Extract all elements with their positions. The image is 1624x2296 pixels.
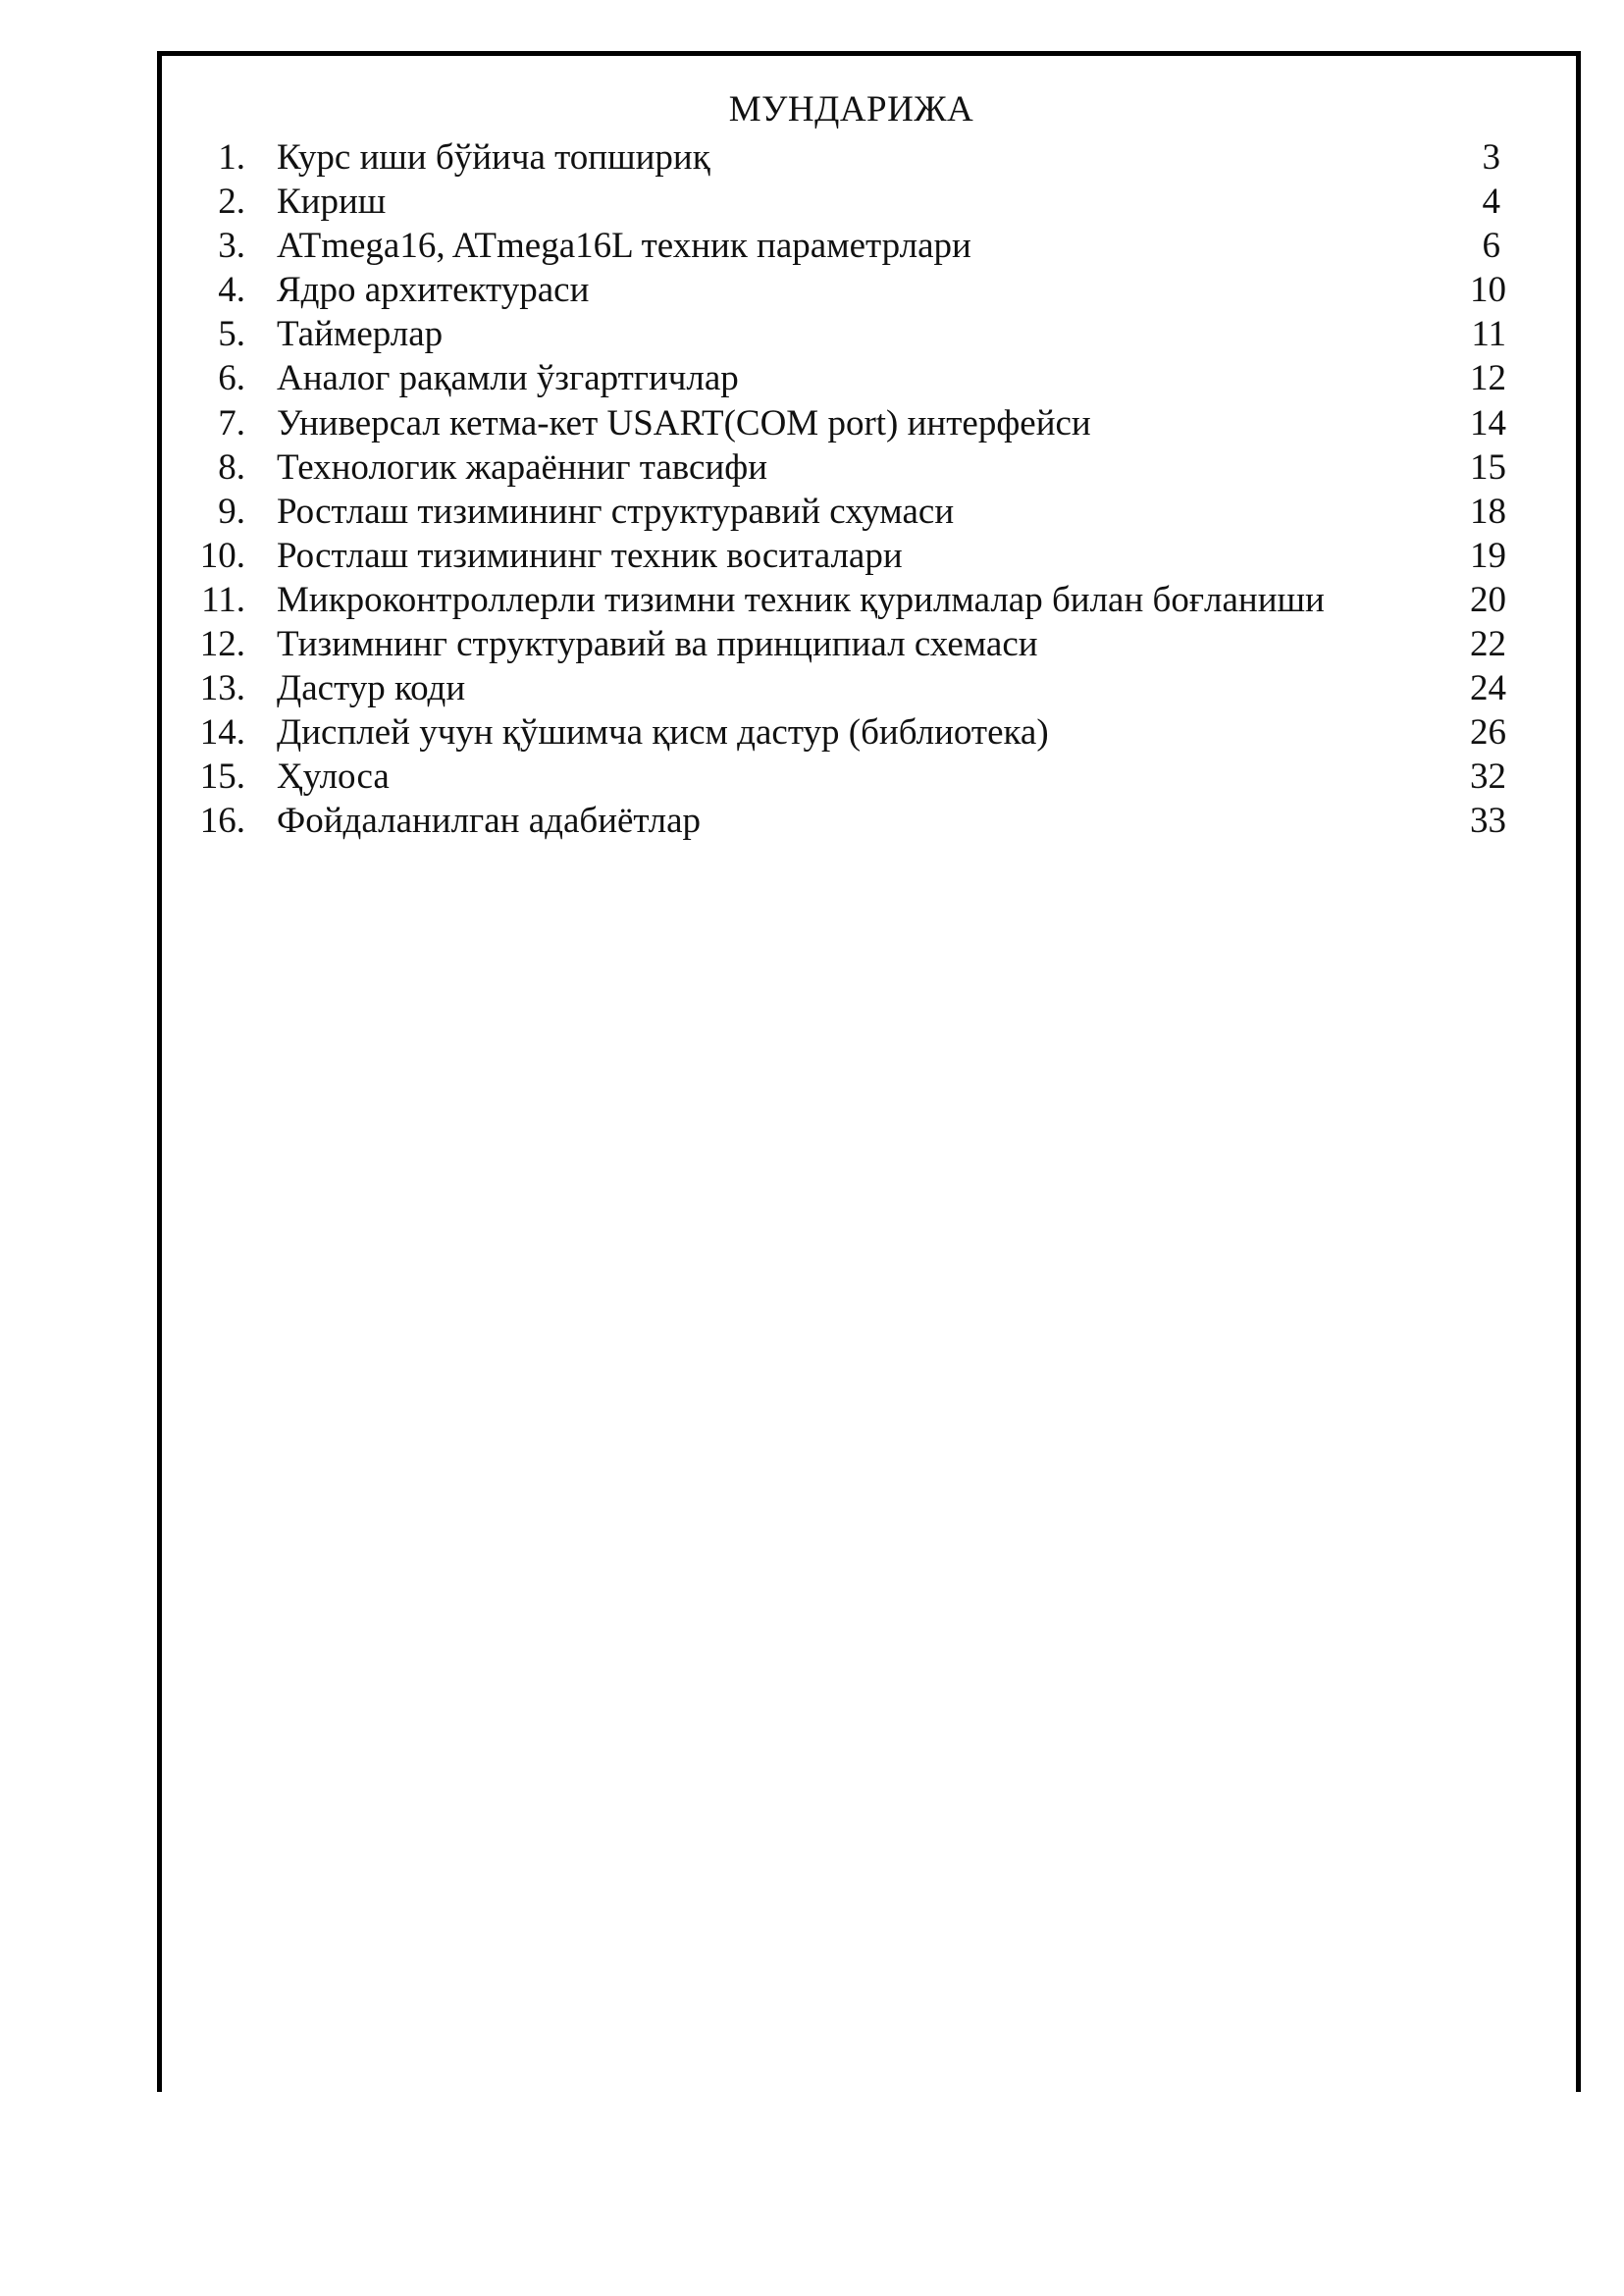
- toc-entry-page-number: 22: [1470, 624, 1506, 665]
- toc-entry-title: Аналог рақамли ўзгартгичлар: [277, 358, 739, 399]
- table-of-contents: [186, 135, 1506, 844]
- toc-entry-title: Таймерлар: [277, 314, 444, 355]
- toc-entry-page-number: 15: [1470, 446, 1506, 488]
- toc-entry-number: 11.: [201, 579, 245, 620]
- toc-entry: [186, 490, 1506, 534]
- toc-entry: [186, 356, 1506, 400]
- toc-entry-title: Ростлаш тизимининг техник воситалари: [277, 535, 903, 576]
- toc-entry-title: Технологик жараённиг тавсифи: [277, 446, 768, 488]
- toc-entry-title: ATmega16, ATmega16L техник параметрлари: [277, 226, 971, 267]
- toc-entry-number: 1.: [218, 137, 245, 178]
- toc-entry-number: 15.: [199, 757, 245, 798]
- toc-entry-page-number: 26: [1470, 712, 1506, 754]
- toc-entry: [186, 224, 1506, 268]
- toc-entry-page-number: 12: [1470, 358, 1506, 399]
- toc-entry-page-number: 32: [1470, 757, 1506, 798]
- toc-entry-number: 13.: [199, 668, 245, 709]
- toc-entry-title: Ростлаш тизимининг структуравий схумаси: [277, 491, 955, 532]
- toc-entry: [186, 401, 1506, 445]
- toc-entry-page-number: 10: [1470, 270, 1506, 311]
- toc-entry-number: 10.: [199, 535, 245, 576]
- toc-entry-page-number: 6: [1482, 226, 1500, 267]
- toc-entry-number: 2.: [218, 182, 245, 223]
- toc-entry: [186, 268, 1506, 312]
- toc-entry-title: Универсал кетма-кет USART(COM port) интерфейси: [277, 402, 1091, 444]
- toc-entry: [186, 710, 1506, 755]
- toc-entry-number: 7.: [218, 402, 245, 444]
- toc-entry: [186, 312, 1506, 356]
- toc-entry-page-number: 18: [1470, 491, 1506, 532]
- toc-entry-number: 14.: [199, 712, 245, 754]
- toc-entry: [186, 799, 1506, 843]
- toc-entry-title: Курс иши бўйича топшириқ: [277, 137, 710, 178]
- toc-entry-number: 9.: [218, 491, 245, 532]
- toc-title: МУНДАРИЖА: [728, 89, 974, 130]
- toc-entry: [186, 578, 1506, 622]
- toc-entry-title: Тизимнинг структуравий ва принципиал схемаси: [277, 624, 1038, 665]
- toc-entry-number: 3.: [218, 226, 245, 267]
- toc-entry: [186, 755, 1506, 799]
- toc-entry-number: 12.: [199, 624, 245, 665]
- toc-entry-page-number: 3: [1482, 137, 1500, 178]
- toc-entry-number: 4.: [218, 270, 245, 311]
- toc-entry: [186, 180, 1506, 224]
- toc-entry-title: Дисплей учун қўшимча қисм дастур (библиотека): [277, 712, 1049, 754]
- toc-entry-number: 6.: [218, 358, 245, 399]
- toc-entry-page-number: 33: [1470, 801, 1506, 842]
- toc-entry-page-number: 24: [1470, 668, 1506, 709]
- toc-entry-page-number: 19: [1470, 535, 1506, 576]
- toc-entry: [186, 622, 1506, 666]
- toc-entry-number: 5.: [218, 314, 245, 355]
- toc-entry: [186, 666, 1506, 710]
- toc-entry-title: Микроконтроллерли тизимни техник қурилмалар билан боғланиши: [277, 579, 1325, 620]
- toc-entry-number: 8.: [218, 446, 245, 488]
- toc-entry-title: Фойдаланилган адабиётлар: [277, 801, 702, 842]
- toc-entry: [186, 445, 1506, 490]
- toc-entry-page-number: 14: [1470, 402, 1506, 444]
- toc-entry-page-number: 20: [1470, 579, 1506, 620]
- toc-entry-title: Дастур коди: [277, 668, 466, 709]
- toc-entry-page-number: 4: [1482, 182, 1500, 223]
- toc-entry-page-number: 11: [1471, 314, 1506, 355]
- toc-entry-title: Кириш: [277, 182, 387, 223]
- toc-entry: [186, 135, 1506, 180]
- toc-entry: [186, 534, 1506, 578]
- toc-entry-number: 16.: [199, 801, 245, 842]
- toc-entry-title: Ҳулоса: [277, 757, 390, 798]
- toc-entry-title: Ядро архитектураси: [277, 270, 590, 311]
